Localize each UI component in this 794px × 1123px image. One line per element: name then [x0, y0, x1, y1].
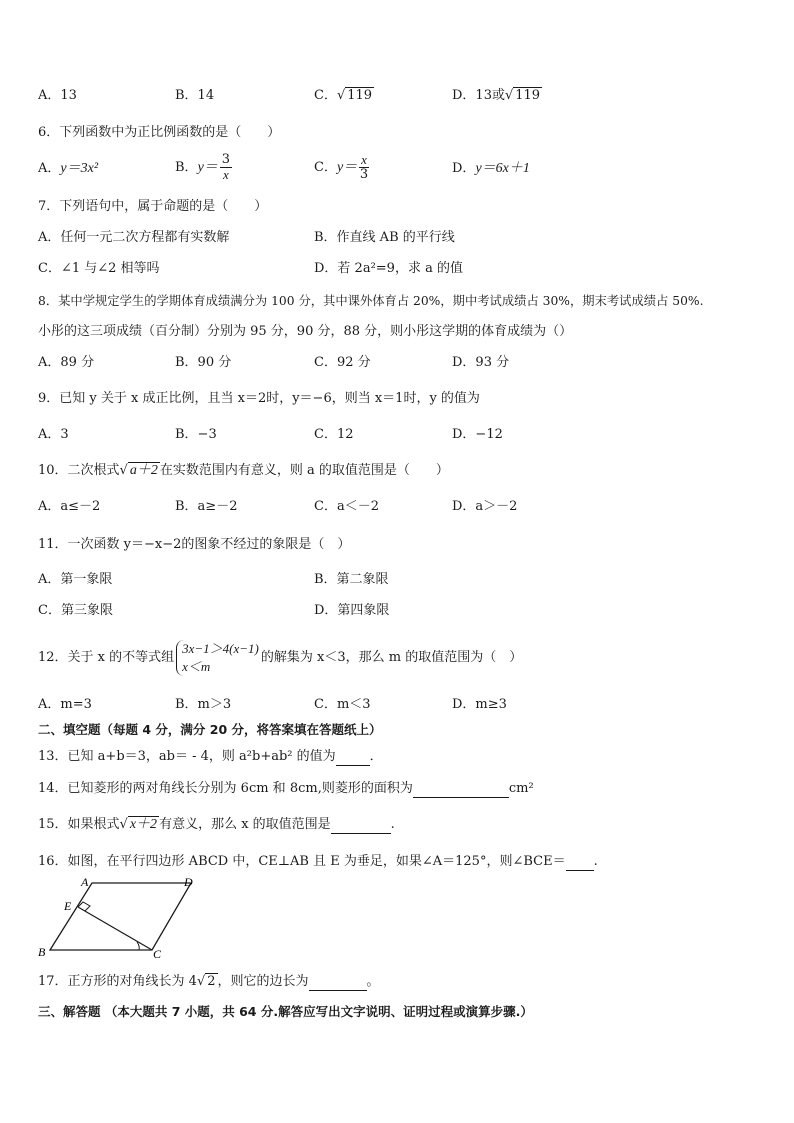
q15-radicand: x＋2 [129, 817, 158, 832]
q9-option-b: B．−3 [175, 427, 217, 442]
label-a: A [81, 875, 89, 889]
angle-mark-c [137, 942, 139, 950]
q16-stem [38, 853, 598, 871]
q5-option-c: C．√ 119 [314, 88, 373, 103]
q15-answer-blank[interactable] [331, 819, 391, 834]
q6-d-expr: y＝6x＋1 [475, 161, 530, 176]
segment-ce [78, 907, 152, 950]
q6-option-c [314, 153, 371, 182]
q17-radicand: 2 [207, 974, 216, 989]
q10-stem-pre: 10．二次根式 [38, 463, 120, 478]
label-e: E [64, 899, 72, 913]
q12-inequality-system [176, 640, 259, 676]
q17-answer-blank[interactable] [309, 976, 367, 991]
q12-stem [38, 638, 522, 678]
q10-stem-post: 在实数范围内有意义，则 a 的取值范围是（ ） [159, 463, 449, 478]
q8-stem-line2: 小彤的这三项成绩（百分制）分别为 95 分，90 分，88 分，则小彤这学期的体育成绩为（） [38, 324, 573, 339]
q8-option-c: C．92 分 [314, 355, 371, 370]
q6-d-label: D． [452, 161, 476, 176]
q7-option-c: C．∠1 与∠2 相等吗 [38, 261, 160, 276]
q10-stem: 10．二次根式√ a＋2 在实数范围内有意义，则 a 的取值范围是（ ） [38, 463, 449, 478]
q16-stem-end: . [593, 854, 598, 869]
q10-option-c: C．a＜－2 [314, 499, 379, 514]
q8-stem-line1: 8．某中学规定学生的学期体育成绩满分为 100 分，其中课外体育占 20%，期中考试成绩占 30%，期末考试成绩占 50%. [38, 294, 704, 308]
q7-option-b: B．作直线 AB 的平行线 [314, 230, 455, 245]
q10-option-a: A．a≤－2 [38, 499, 101, 514]
q12-option-a: A．m=3 [38, 697, 92, 712]
q11-option-b: B．第二象限 [314, 572, 389, 587]
q6-c-fraction: $\frac{x}{3}$ [359, 152, 369, 182]
q14-stem-post: cm² [508, 781, 534, 796]
q10-radicand: a＋2 [129, 463, 158, 478]
q6-option-d [452, 160, 530, 178]
q5-option-b: B．14 [175, 88, 215, 103]
q5-option-d-radicand: 119 [515, 88, 541, 103]
q12-option-d: D．m≥3 [452, 697, 507, 712]
q16-answer-blank[interactable] [566, 856, 594, 871]
q13-stem-post: ． [369, 749, 383, 764]
q10-option-d: D．a＞－2 [452, 499, 518, 514]
q13-stem-pre: 13．已知 a+b＝3，ab＝ - 4，则 a²b+ab² 的值为 [38, 749, 336, 764]
q17-stem: 17．正方形的对角线长为 4√ 2 ，则它的边长为 。 [38, 974, 380, 989]
q6-b-lhs: y＝ [197, 160, 218, 175]
q11-option-d: D．第四象限 [314, 603, 390, 618]
q5-option-c-label: C． [314, 88, 337, 103]
q11-stem: 11．一次函数 y＝−x−2的图象不经过的象限是（ ） [38, 537, 351, 552]
q11-option-a: A．第一象限 [38, 572, 113, 587]
q12-inequality-1: 3x−1＞4(x−1) [182, 640, 259, 656]
q6-a-expr: y＝3x² [60, 161, 99, 176]
q15-stem-post: 有意义，那么 x 的取值范围是 [159, 817, 331, 832]
q9-stem: 9．已知 y 关于 x 成正比例，且当 x＝2时，y＝−6，则当 x＝1时，y 的值为 [38, 391, 480, 406]
q6-option-b [175, 153, 234, 182]
q17-stem-end: 。 [366, 974, 380, 989]
q9-option-a: A．3 [38, 427, 69, 442]
q13-stem [38, 748, 383, 766]
q12-option-c: C．m＜3 [314, 697, 371, 712]
q6-option-a [38, 160, 98, 178]
q5-option-a: A．13 [38, 88, 77, 103]
label-d: D [184, 875, 193, 889]
q7-option-d: D．若 2a²=9，求 a 的值 [314, 261, 463, 276]
q10-option-b: B．a≥－2 [175, 499, 238, 514]
q8-option-a: A．89 分 [38, 355, 95, 370]
q7-stem: 7．下列语句中，属于命题的是（ ） [38, 199, 268, 214]
q8-option-d: D．93 分 [452, 355, 510, 370]
q17-stem-post: ，则它的边长为 [217, 974, 309, 989]
q5-option-d: D．13或√ 119 [452, 88, 541, 103]
q16-stem-pre: 16．如图，在平行四边形 ABCD 中，CE⊥AB 且 E 为垂足，如果∠A＝125°，则∠BCE＝ [38, 854, 566, 869]
label-c: C [153, 947, 162, 958]
q5-option-d-label: D．13或 [452, 88, 505, 103]
section3-heading: 三、解答题 （本大题共 7 小题，共 64 分.解答应写出文字说明、证明过程或演算步骤.） [38, 1004, 533, 1019]
q6-b-label: B． [175, 160, 198, 175]
q12-stem-post: 的解集为 x＜3，那么 m 的取值范围为（ ） [260, 650, 523, 665]
q5-option-c-radicand: 119 [347, 88, 373, 103]
q14-stem-pre: 14．已知菱形的两对角线长分别为 6cm 和 8cm,则菱形的面积为 [38, 781, 413, 796]
q9-option-d: D．−12 [452, 427, 503, 442]
q15-stem: 15．如果根式√ x＋2 有意义，那么 x 的取值范围是 . [38, 817, 395, 832]
q12-stem-pre: 12．关于 x 的不等式组 [38, 650, 175, 665]
q6-c-lhs: y＝ [336, 160, 358, 175]
q11-option-c: C．第三象限 [38, 603, 113, 618]
q17-stem-pre: 17．正方形的对角线长为 4 [38, 974, 197, 989]
parallelogram-figure [34, 874, 204, 958]
label-b: B [38, 945, 46, 958]
parallelogram-abcd [50, 883, 191, 950]
q9-option-c: C．12 [314, 427, 354, 442]
q6-a-label: A． [38, 161, 61, 176]
q15-stem-pre: 15．如果根式 [38, 817, 120, 832]
q13-answer-blank[interactable] [336, 751, 370, 766]
q12-inequality-2: x＜m [182, 658, 211, 674]
q12-option-b: B．m＞3 [175, 697, 232, 712]
q6-c-label: C． [314, 160, 337, 175]
q6-b-fraction: $\frac{3}{x}$ [221, 152, 231, 182]
section2-heading: 二、填空题（每题 4 分，满分 20 分，将答案填在答题纸上） [38, 722, 382, 737]
q14-stem [38, 780, 534, 798]
q7-option-a: A．任何一元二次方程都有实数解 [38, 230, 230, 245]
q8-option-b: B．90 分 [175, 355, 232, 370]
q6-stem: 6．下列函数中为正比例函数的是（ ） [38, 125, 281, 140]
q14-answer-blank[interactable] [413, 783, 509, 798]
q15-stem-end: . [390, 817, 395, 832]
